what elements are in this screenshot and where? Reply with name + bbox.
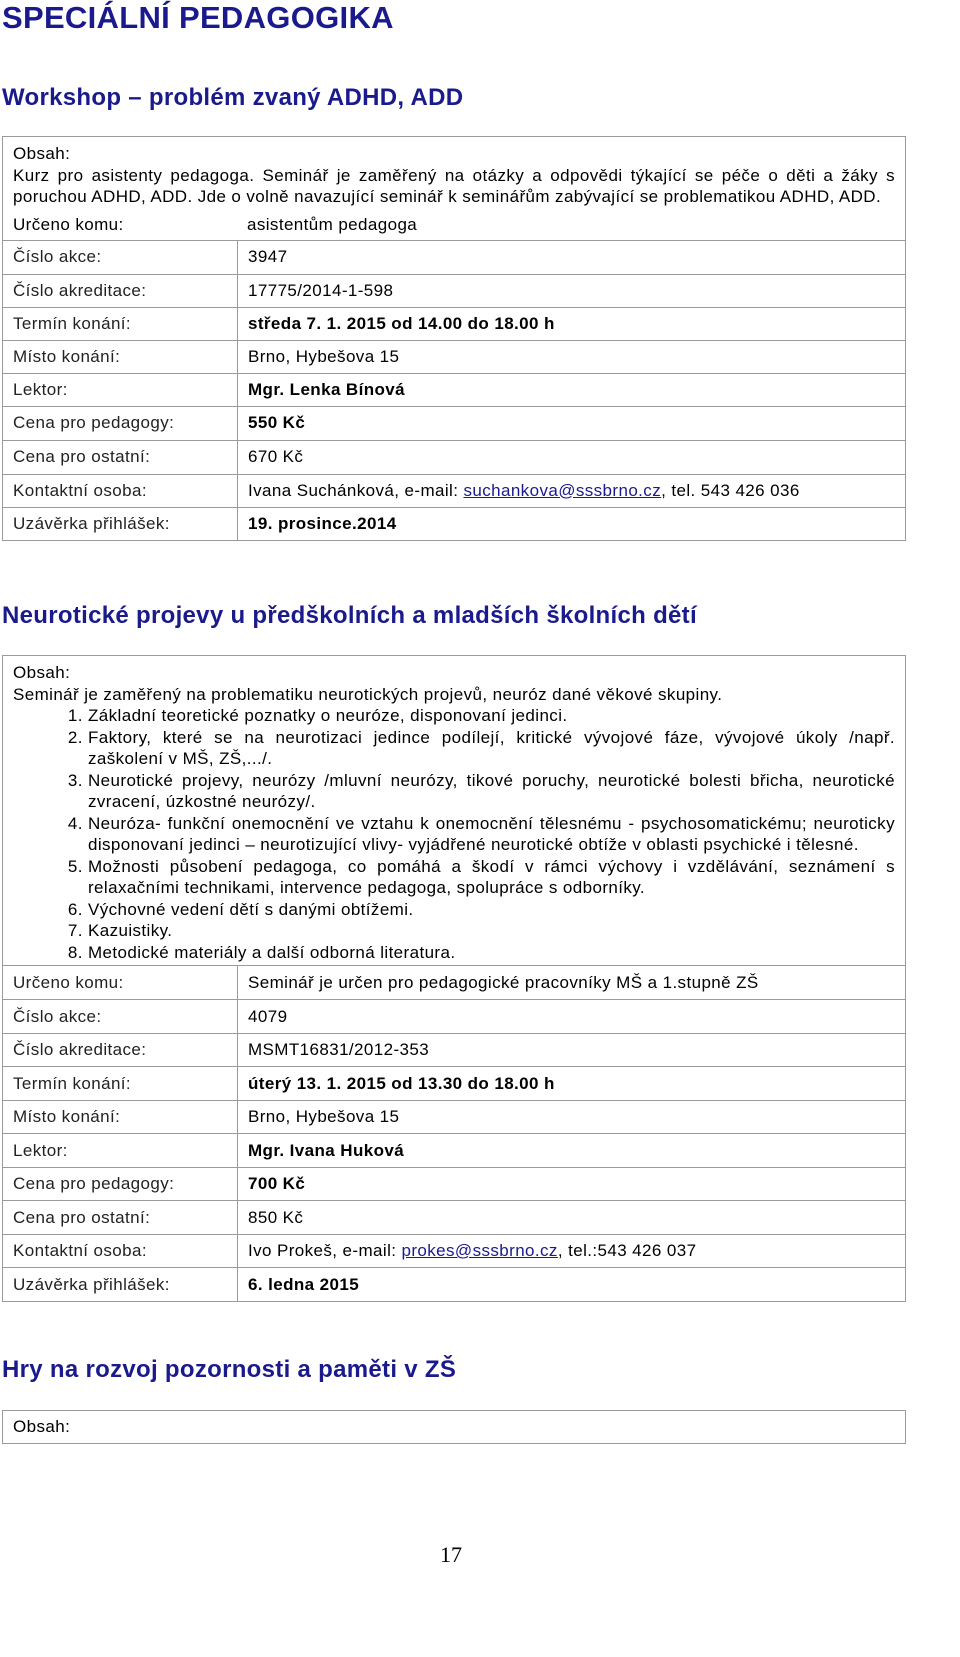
kontakt-name: Ivana Suchánková, e-mail:: [248, 480, 464, 500]
kontakt-label: Kontaktní osoba:: [3, 474, 238, 507]
uzaverka-label: Uzávěrka přihlášek:: [3, 507, 238, 540]
table-row: [3, 1168, 906, 1201]
misto-label: Místo konání:: [3, 1101, 238, 1134]
kontakt-phone: , tel.:543 426 037: [557, 1241, 697, 1260]
table-row: [3, 240, 906, 274]
cislo-akreditace-label: Číslo akreditace:: [3, 274, 238, 307]
course-1-misto: Brno, Hybešova 15: [238, 340, 906, 373]
list-item: 2. Faktory, které se na neurotizaci jedince podílejí, kritické vývojové fáze, vývojové úkoly /např. zaškolení v MŠ, ZŠ,.../.: [88, 727, 895, 770]
course-2-lektor: Mgr. Ivana Huková: [238, 1134, 906, 1168]
course-2-table: [2, 655, 906, 1302]
course-1-lektor: Mgr. Lenka Bínová: [238, 373, 906, 406]
table-row: [3, 373, 906, 406]
course-3-obsah-row: [3, 1411, 906, 1444]
list-item: 4. Neuróza- funkční onemocnění ve vztahu k onemocnění tělesnému - psychosomatickému; neuroticky disponovaní jedinci – neurotizující vlivy- vyjádřené neurotické obtíže v oblasti psychické i tělesné.: [88, 813, 895, 856]
course-1-title: Workshop – problém zvaný ADHD, ADD: [2, 84, 464, 111]
lektor-label: Lektor:: [3, 373, 238, 406]
table-row: [3, 1034, 906, 1067]
table-row: [3, 1000, 906, 1034]
obsah-label: Obsah:: [13, 663, 71, 682]
lektor-label: Lektor:: [3, 1134, 238, 1168]
table-row: [3, 1134, 906, 1168]
course-1-obsah-row: [3, 137, 906, 241]
termin-label: Termín konání:: [3, 307, 238, 340]
cena-ost-label: Cena pro ostatní:: [3, 440, 238, 474]
kontakt-phone: , tel. 543 426 036: [661, 480, 800, 500]
kontakt-label: Kontaktní osoba:: [3, 1235, 238, 1268]
course-1-urceno: asistentům pedagoga: [247, 214, 418, 234]
cislo-akreditace-label: Číslo akreditace:: [3, 1034, 238, 1067]
course-1-cislo-akce: 3947: [238, 240, 906, 274]
course-1-kontakt: [238, 474, 906, 507]
list-item: 7. Kazuistiky.: [88, 920, 895, 942]
cena-ped-label: Cena pro pedagogy:: [3, 1168, 238, 1201]
course-2-misto: Brno, Hybešova 15: [238, 1101, 906, 1134]
course-3-table: [2, 1410, 906, 1444]
list-item: 8. Metodické materiály a další odborná literatura.: [88, 942, 895, 964]
course-2-title: Neurotické projevy u předškolních a mladších školních dětí: [2, 602, 697, 629]
table-row: [3, 1101, 906, 1134]
course-2-kontakt: [238, 1235, 906, 1268]
course-1-cena-ost: 670 Kč: [238, 440, 906, 474]
course-2-cena-ped: 700 Kč: [238, 1168, 906, 1201]
course-2-email-link[interactable]: prokes@sssbrno.cz: [401, 1241, 558, 1260]
course-1-obsah-text: Kurz pro asistenty pedagoga. Seminář je zaměřený na otázky a odpovědi týkající se péče o děti a žáky s poruchou ADHD, ADD. Jde o volně navazující seminář k seminářům zabývající se problematikou ADHD, ADD.: [13, 165, 895, 206]
course-1-table: [2, 136, 906, 541]
list-item: 6. Výchovné vedení dětí s danými obtížemi.: [88, 899, 895, 921]
cislo-akce-label: Číslo akce:: [3, 1000, 238, 1034]
cena-ost-label: Cena pro ostatní:: [3, 1201, 238, 1235]
course-2-urceno: Seminář je určen pro pedagogické pracovníky MŠ a 1.stupně ZŠ: [238, 966, 906, 1000]
table-row: [3, 307, 906, 340]
table-row: [3, 1268, 906, 1302]
table-row: [3, 440, 906, 474]
course-2-cislo-akce: 4079: [238, 1000, 906, 1034]
table-row: [3, 340, 906, 373]
table-row: [3, 274, 906, 307]
table-row: [3, 406, 906, 440]
course-1-cena-ped: 550 Kč: [238, 406, 906, 440]
cislo-akce-label: Číslo akce:: [3, 240, 238, 274]
urceno-label: Určeno komu:: [3, 966, 238, 1000]
course-1-uzaverka: 19. prosince.2014: [238, 507, 906, 540]
table-row: [3, 1067, 906, 1101]
urceno-label: Určeno komu:: [13, 214, 124, 234]
obsah-label: Obsah:: [13, 144, 71, 163]
table-row: [3, 474, 906, 507]
course-1-obsah: [3, 137, 906, 241]
course-2-cena-ost: 850 Kč: [238, 1201, 906, 1235]
list-item: 1. Základní teoretické poznatky o neuróze, disponovaní jedinci.: [88, 705, 895, 727]
course-1-termin: středa 7. 1. 2015 od 14.00 do 18.00 h: [238, 307, 906, 340]
course-2-obsah-row: [3, 656, 906, 966]
table-row: [3, 507, 906, 540]
table-row: [3, 1235, 906, 1268]
course-3-title: Hry na rozvoj pozornosti a paměti v ZŠ: [2, 1356, 457, 1383]
kontakt-name: Ivo Prokeš, e-mail:: [248, 1241, 402, 1260]
termin-label: Termín konání:: [3, 1067, 238, 1101]
course-2-termin: úterý 13. 1. 2015 od 13.30 do 18.00 h: [238, 1067, 906, 1101]
table-row: [3, 966, 906, 1000]
course-2-obsah: [3, 656, 906, 966]
list-item: 5. Možnosti působení pedagoga, co pomáhá a škodí v rámci výchovy i vzdělávání, seznámení s relaxačními technikami, intervence pedagoga, spolupráce s odborníky.: [88, 856, 895, 899]
obsah-label: Obsah:: [3, 1411, 906, 1444]
course-2-cislo-akreditace: MSMT16831/2012-353: [238, 1034, 906, 1067]
course-2-obsah-intro: Seminář je zaměřený na problematiku neurotických projevů, neuróz dané věkové skupiny.: [13, 684, 723, 704]
course-2-topic-list: [13, 705, 895, 963]
uzaverka-label: Uzávěrka přihlášek:: [3, 1268, 238, 1302]
list-item: 3. Neurotické projevy, neurózy /mluvní neurózy, tikové poruchy, neurotické bolesti břicha, neurotické zvracení, úzkostné neurózy/.: [88, 770, 895, 813]
misto-label: Místo konání:: [3, 340, 238, 373]
course-2-uzaverka: 6. ledna 2015: [238, 1268, 906, 1302]
page-number: 17: [440, 1542, 462, 1567]
page-title: SPECIÁLNÍ PEDAGOGIKA: [2, 0, 394, 35]
course-1-cislo-akreditace: 17775/2014-1-598: [238, 274, 906, 307]
cena-ped-label: Cena pro pedagogy:: [3, 406, 238, 440]
table-row: [3, 1201, 906, 1235]
course-1-email-link[interactable]: suchankova@sssbrno.cz: [463, 480, 662, 500]
